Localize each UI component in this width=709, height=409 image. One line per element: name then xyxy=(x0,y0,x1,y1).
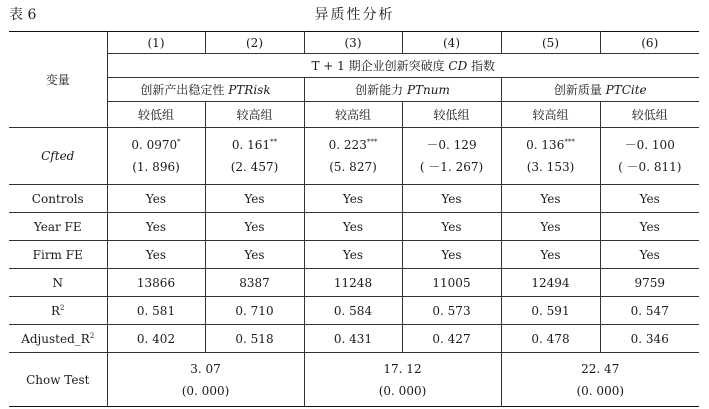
table-cell: 0. 581 xyxy=(107,297,205,325)
table-cell: Yes xyxy=(205,213,304,241)
coef-cell: －0. 100 ( －0. 811) xyxy=(600,128,699,185)
table-number: 表 6 xyxy=(9,7,37,23)
table-cell: 0. 427 xyxy=(402,325,501,353)
table-cell: 0. 591 xyxy=(501,297,600,325)
table-cell: 0. 547 xyxy=(600,297,699,325)
col-number: (1) xyxy=(107,32,205,54)
col-number: (4) xyxy=(402,32,501,54)
col-number: (5) xyxy=(501,32,600,54)
table-cell: 12494 xyxy=(501,269,600,297)
table-cell: Yes xyxy=(402,185,501,213)
table-cell: Yes xyxy=(501,213,600,241)
table-row-r2 xyxy=(9,297,699,325)
table-title: 异质性分析 xyxy=(314,7,395,23)
chow-cell: 22. 47 (0. 000) xyxy=(501,353,699,407)
table-row-controls xyxy=(9,185,699,213)
table-cell: 11248 xyxy=(304,269,402,297)
row-label: N xyxy=(9,269,107,297)
table-row-n xyxy=(9,269,699,297)
subgroup-label: 较高组 xyxy=(501,102,600,128)
table-row-adjusted-r2 xyxy=(9,325,699,353)
table-cell: 8387 xyxy=(205,269,304,297)
table-cell: Yes xyxy=(107,185,205,213)
row-label: Year FE xyxy=(9,213,107,241)
table-cell: 9759 xyxy=(600,269,699,297)
table-cell: 0. 518 xyxy=(205,325,304,353)
table-cell: Yes xyxy=(205,185,304,213)
group-header-ptnum: 创新能力 PTnum xyxy=(304,78,501,102)
subgroup-label: 较低组 xyxy=(107,102,205,128)
row-label: Controls xyxy=(9,185,107,213)
table-cell: Yes xyxy=(600,213,699,241)
subgroup-row xyxy=(9,102,699,128)
group-header-ptrisk: 创新产出稳定性 PTRisk xyxy=(107,78,304,102)
subgroup-label: 较低组 xyxy=(402,102,501,128)
table-cell: Yes xyxy=(402,213,501,241)
table-cell: Yes xyxy=(402,241,501,269)
table-cell: 0. 584 xyxy=(304,297,402,325)
table-caption xyxy=(0,4,709,24)
variable-header: 变量 xyxy=(9,32,107,128)
col-number: (6) xyxy=(600,32,699,54)
coef-cell: 0. 136*** (3. 153) xyxy=(501,128,600,185)
coef-cell: 0. 161** (2. 457) xyxy=(205,128,304,185)
row-label: Cfted xyxy=(9,128,107,185)
table-cell: Yes xyxy=(107,213,205,241)
group-header-ptcite: 创新质量 PTCite xyxy=(501,78,699,102)
table-cell: Yes xyxy=(501,241,600,269)
subgroup-label: 较高组 xyxy=(205,102,304,128)
table-cell: Yes xyxy=(600,185,699,213)
table-cell: 0. 431 xyxy=(304,325,402,353)
table-cell: Yes xyxy=(501,185,600,213)
table-row-chow-test xyxy=(9,353,699,407)
column-number-row xyxy=(9,32,699,54)
col-number: (3) xyxy=(304,32,402,54)
group-header-row xyxy=(9,78,699,102)
table-cell: 0. 573 xyxy=(402,297,501,325)
row-label: Chow Test xyxy=(9,353,107,407)
subgroup-label: 较低组 xyxy=(600,102,699,128)
table-cell: 0. 710 xyxy=(205,297,304,325)
row-label: $Adjusted\_R^2$ xyxy=(9,325,107,353)
coef-cell: 0. 223*** (5. 827) xyxy=(304,128,402,185)
chow-cell: 17. 12 (0. 000) xyxy=(304,353,501,407)
table-cell: 0. 346 xyxy=(600,325,699,353)
table-row-cfted xyxy=(9,128,699,185)
dependent-variable-header: T + 1 期企业创新突破度 CD 指数 xyxy=(107,54,699,78)
col-number: (2) xyxy=(205,32,304,54)
dependent-variable-row xyxy=(9,54,699,78)
subgroup-label: 较高组 xyxy=(304,102,402,128)
coef-cell: －0. 129 ( －1. 267) xyxy=(402,128,501,185)
table-cell: Yes xyxy=(304,185,402,213)
coef-cell: 0. 0970* (1. 896) xyxy=(107,128,205,185)
table-row-year-fe xyxy=(9,213,699,241)
row-label: $R^2$ xyxy=(9,297,107,325)
table-cell: 11005 xyxy=(402,269,501,297)
table-cell: 0. 402 xyxy=(107,325,205,353)
table-cell: Yes xyxy=(304,213,402,241)
table-cell: 0. 478 xyxy=(501,325,600,353)
table-cell: Yes xyxy=(600,241,699,269)
row-label: Firm FE xyxy=(9,241,107,269)
table-cell: Yes xyxy=(205,241,304,269)
table-row-firm-fe xyxy=(9,241,699,269)
table-cell: Yes xyxy=(107,241,205,269)
chow-cell: 3. 07 (0. 000) xyxy=(107,353,304,407)
table-cell: 13866 xyxy=(107,269,205,297)
heterogeneity-table xyxy=(9,31,699,407)
table-cell: Yes xyxy=(304,241,402,269)
